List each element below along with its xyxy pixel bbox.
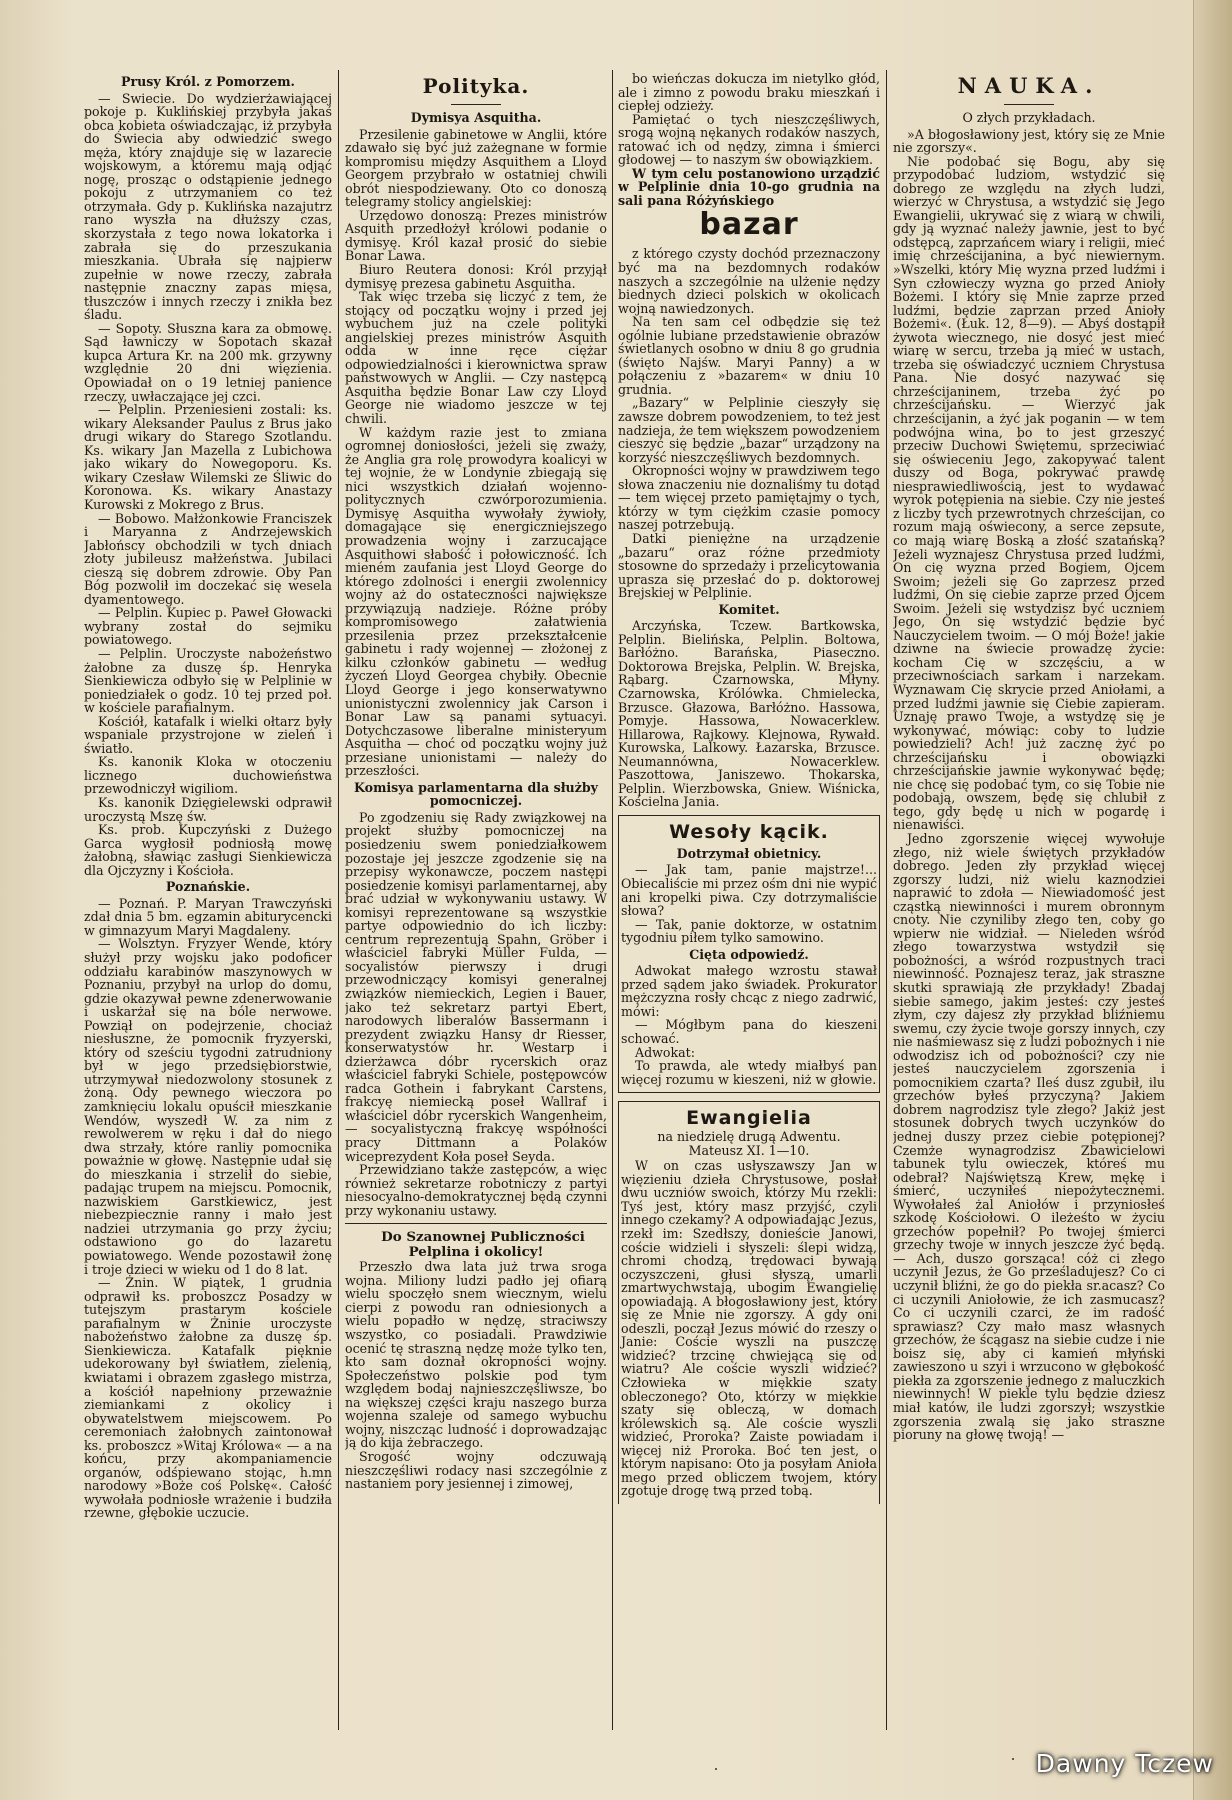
article-paragraph: W każdym razie jest to zmiana ogromnej doniosłości, jeżeli się zważy, że Anglia gra rolę prowodyra koalicyi w tej wojnie, że w Londynie zbiegają się nici wszystkich działań wojenno-politycznych czwórporozumienia. Dymisyę Asquitha wywołały żywioły, domagające się energiczniejszego prowadzenia wojny i zarzucające Asquithowi słabość i połowiczność. Ich mieném zaufania jest Lloyd George do którego zdolności i energii zwolennicy wojny aż do ostateczności największe przywiązują nadzieje. Różne próby kompromisowego załatwienia przesilenia przez przekształcenie gabinetu i rady wojennej — złożonej z kilku członków gabinetu — według życzeń Lloyd Georgea chybiły. Obecnie Lloyd George i jego konserwatywno unionistyczni zwolennicy jak Carson i Bonar Law są panami sytuacyi. Dotychczasowe liberalne ministeryum Asquitha — choć od początku wojny już przesiane unionistami — należy do przeszłości. [345, 424, 607, 779]
appeal-paragraph: Przeszło dwa lata już trwa sroga wojna. Miliony ludzi padło jej ofiarą wielu spoczęło snem wiecznym, wielu cierpi z powodu ran odniesionych a wielu popadło w nędzę, straciwszy wszystko, co posiadali. Prawdziwie ocenić tę straszną nędzę może tylko ten, kto sam doznał okropności wojny. Społeczeństwo polskie pod tym względem bodaj najnieszczęśliwsze, bo na większej części kraju naszego burza wojenna szaleje od samego wybuchu wojny, niszcząc ludność i doprowadzając ją do kija żebraczego. [345, 1259, 607, 1451]
page-fold-shadow [1193, 0, 1232, 1800]
appeal-paragraph: Datki pieniężne na urządzenie „bazaru“ oraz różne przedmioty stosowne do sprzedaży i przelicytowania uprasza się przesłać do p. doktorowej Brejskiej w Pelplinie. [618, 530, 880, 601]
appeal-paragraph: z którego czysty dochód przeznaczony być ma na bezdomnych rodaków naszych a szczególnie na ulżenie nędzy biednych dzieci polskich w okolicach wojną nawiedzonych. [618, 246, 880, 316]
column-regional-news [84, 72, 332, 1732]
appeal-heading: Do Szanownej Publiczności Pelplina i okolicy! [381, 1229, 585, 1261]
news-paragraph: — Pelplin. Kupiec p. Paweł Głowacki wybrany został do sejmiku powiatowego. [84, 605, 332, 648]
news-paragraph: Ks. kanonik Dzięgielewski odprawił uroczystą Mszę św. [84, 794, 332, 824]
section-heading-pomorze: Prusy Król. z Pomorzem. [121, 74, 295, 89]
joke-paragraph: Adwokat małego wzrostu stawał przed sądem jako świadek. Prokurator mężczyzna rosły chcąc z niego zadrwić, mówi: [621, 963, 877, 1019]
paper-speck [715, 1768, 717, 1770]
paper-speck [1012, 1758, 1014, 1760]
column-rule-2 [612, 70, 613, 1730]
column-rule-3 [886, 70, 887, 1730]
column-politics [345, 72, 607, 1732]
article-heading-asquith: Dymisya Asquitha. [410, 110, 542, 125]
appeal-paragraph: Na ten sam cel odbędzie się też ogólnie lubiane przedstawienie obrazów świetlanych osobno w dniu 8 go grudnia (święto Najśw. Maryi Panny) a w połączeniu z »bazarem« w dniu 10 grudnia. [618, 314, 880, 397]
article-paragraph: Tak więc trzeba się liczyć z tem, że stojący od początku wojny i przed jej wybuchem już na czele polityki angielskiej prezes ministrów Asquith odda w inne ręce ciężar odpowiedzialności i kierownictwa spraw państwowych w Anglii. — Czy następcą Asquitha będzie Bonar Law czy Lloyd George nie wiadomo jeszcze w tej chwili. [345, 289, 607, 427]
article-paragraph: Po zgodzeniu się Rady związkowej na projekt służby pomocniczej na posiedzeniu swem poniedziałkowem pozostaje jej jeszcze zgodzenie się na przepisy wykonawcze, poczem następi posiedzenie komisyi parlamentarnej, aby brać udział w wykonywaniu ustawy. W komisyi reprezentowane są wszystkie partye odpowiednio do ich liczby: centrum reprezentują Spahn, Gröber i właściciel fabryki Müller Fulda, — socyalistów pierwszy i drugi przewodniczący komisyi generalnej związków niemieckich, Legien i Bauer, jako też sekretarz partyi Ebert, narodowych liberalów Bassermann i prezydent związku Hansy dr Riesser, konserwatystów hr. Westarp i dzierżawca dóbr rycerskich oraz właściciel fabryki Schiele, postępowców radca Gothein i fabrykant Carstens, frakcyę niemiecką poseł Wallraf i właściciel dóbr rycerskich Wangenheim, — socyalistyczną frakcyę współności pracy Dittmann a Polaków wiceprezydent Koła poseł Seyda. [345, 809, 607, 1164]
joke-paragraph: — Mógłbym pana do kieszeni schować. [621, 1017, 877, 1046]
gospel-paragraph: W on czas usłyszawszy Jan w więzieniu dzieła Chrystusowe, posłał dwu uczniów swoich, którzy Mu rzekli: Tyś jest, który masz przyjść, czyli innego czekamy? A odpowiadając Jezus, rzekł im: Szedłszy, donieście Janowi, coście widzieli i słyszeli: ślepi widzą, chromi chodzą, trędowaci bywają oczyszczeni, głusi słyszą, umarli zmartwychwstają, ubogim Ewangielię opowiadają. A błogosławiony jest, który się ze Mnie nie zgorszy. A gdy oni odeszli, począł Jezus mówić do rzeszy o Janie: Coście wyszli na puszczę widzieć? trzcinę chwiejącą się od wiatru? Ale coście wyszli widzieć? Człowieka w miękkie szaty obleczonego? Oto, którzy w miękkie szaty się obleczą, w domach królewskich są. Ale coście wyszli widzieć, Proroka? Zaiste powiadam i więcej niż Proroka. Boć ten jest, o którym napisano: Oto ja posyłam Anioła mego przed obliczem twojem, który zgotuje drogę twą przed tobą. [621, 1158, 877, 1499]
column-bazar-humor-gospel [618, 72, 880, 1732]
section-title-polityka: Polityka. [422, 74, 530, 98]
news-paragraph: — Pelplin. Przeniesieni zostali: ks. wikary Aleksander Paulus z Brus jako drugi wikary do Starego Szotlandu. Ks. wikary Jan Mazella z Lubichowa jako wikary do Nowegoporu. Ks. wikary Czesław Wilemski ze Śliwic do Koronowa. Ks. wikary Anastazy Kurowski z Mokrego z Brus. [84, 402, 332, 512]
joke-paragraph: Adwokat: [635, 1044, 695, 1060]
news-paragraph: — Poznań. P. Maryan Trawczyński zdał dnia 5 bm. egzamin abiturycencki w gimnazyum Maryi Magdaleny. [84, 895, 332, 938]
divider [451, 104, 501, 105]
news-paragraph: Ks. kanonik Kloka w otoczeniu licznego duchowieństwa przewodniczył wigiliom. [84, 754, 332, 797]
appeal-paragraph: Srogość wojny odczuwają nieszczęśliwi rodacy nasi szczególnie z nastaniem pory jesiennej i zimowej, [345, 1448, 607, 1492]
sermon-paragraph: Jedno zgorszenie więcej wywołuje złego, niż wiele świętych przykładów dobrego. Jeden zły przykład więcej zgorszy ludzi, niż wielu kaznodziei naprawić to zdoła — Niewiadomość jest cząstką niewinności i murem obronnym cnoty. Nie czyniliby złego ten, coby go wpierw nie widział. — Nieleden wśród złego towarzystwa wstydził się pobożności, a wśród rozpustnych traci niewinność. Poznajesz teraz, jak straszne skutki sprawiają złe przykłady! Zbadaj siebie samego, jakim jesteś: czy jesteś złym, czy dajesz zły przykład bliźniemu swemu, czy życie twoje gorszy innych, czy nie naśmiewasz się z ludzi pobożnych i nie odwodzisz ich od pobożności? czy nie jesteś nauczycielem zgorszenia i pomocnikiem czarta? Ileś dusz zgubił, ilu grzechów byłeś przyczyną? Jakiem dobrem nagrodzisz tyle złego? Jakiż jest stosunek dobrych twych uczynków do jednej duszy przez ciebie potępionej? Czemże wynagrodzisz Zbawicielowi tabunek tylu owieczek, któreś mu odebrał? Najświętszą Krew, mękę i śmierć, uczyniłeś niepożytecznemi. Wywołałeś żal Aniołów i przyniosłeś szkodę Kościołowi. O ileżeśto w życiu grzechów popełnił? Po twojej śmierci grzechy twoje w innych jeszcze żyć będą. — Ach, duszo gorsząca! cóż ci złego uczynił Jezus, że Go prześladujesz? Co ci uczynił bliźni, że go do piekła sr.acasz? Co ci uczynili Aniołowie, że ich zasmucasz? Co ci uczynili czarci, że im radość sprawiasz? Czy mało masz własnych grzechów, że ścągasz na siebie cudze i nie boisz się, aby ci kamień młyński zawieszono u szyi i wrzucono w głębokość piekła za zgorszenie jednego z maluczkich niewinnych! W piekle tylu będzie dziesz miał katów, ile ludzi zgorszył; wszystkie zgorszenia zwalą się jako straszne pioruny na głowę twoją! — [893, 830, 1165, 1443]
column-nauka [893, 72, 1165, 1732]
gospel-subtitle: na niedzielę drugą Adwentu. [657, 1129, 841, 1145]
sermon-paragraph: Nie podobać się Bogu, aby się przypodobać ludziom, wstydzić się dobrego ze względu na złych ludzi, wierzyć w Chrystusa, a wstydzić się Jego Ewangielii, ukrywać się z wiarą w chwili, gdy ją wyznać należy jawnie, jest to być odstępcą, zaprzańcem wiary i religii, mieć imię chrześcijanina, a być niewiernym. »Wszelki, który Mię wyzna przed ludźmi i Syn człowieczy wyzna go przed Anioły Bożemi. I który się Mnie zaprze przed ludźmi, będzie zaprzan przed Anioły Bożemi«. (Łuk. 12, 8—9). — Abyś dostąpił żywota wiecznego, nie dosyć jest mieć wiarę w sercu, trzeba ją mieć w ustach, trzeba się oświadczyć uczniem Chrystusa Pana. Nie dosyć nazywać się chrześcijaninem, trzeba żyć po chrześcijańsku. — Wierzyć jak chrześcijanin, a żyć jak poganin — w tem podwójna wina, bo to jest grzeszyć przeciw Duchowi Świętemu, sprzeciwiać się oświeceniu Jego, zakopywać talent duszy od Boga, pokrywać prawdę niesprawiedliwością, jest to wydawać wyrok potępienia na siebie. Czy nie jesteś z liczby tych przewrotnych chrześcijan, co rozum mają oświecony, a serce zepsute, co mają wiarę Boską a złość szatańską? Jeżeli wyznajesz Chrystusa przed ludźmi, On cię wyzna przed Bogiem, Ojcem Swoim; jeżeli się Go zaprzesz przed ludźmi, On się ciebie zaprze przed Ojcem Swoim. Jeżeli się wstydzisz być uczniem Jego, On się wstydzić będzie być Nauczycielem twoim. — O mój Boże! jakie dziwne na świecie prowadzę życie: kocham Cię w szczęściu, a w przeciwnościach sarkam i narzekam. Wyznawam Cię skrycie przed Aniołami, a przed ludźmi jawnie się Ciebie zapieram. Uznaję prawo Twoje, a wstydzę się je wykonywać, mówiąc: coby to ludzie powiedzieli? Ach! już zacznę żyć po chrześcijańsku i obowiązki chrześcijańskie jawnie wykonywać będę; nie chcę się podobać tym, co się Tobie nie podobają, owszem, będę się chlubił z tego, gdy będę u nich w pogardę i nienawiści. [893, 153, 1165, 833]
committee-heading: Komitet. [718, 601, 780, 617]
gospel-reference: Mateusz XI. 1—10. [688, 1142, 810, 1158]
news-paragraph: — Swiecie. Do wydzierżawiającej pokoje p. Kuklińskiej przybyła jakaś obca kobieta oświadczając, iż przybyła do Świecia aby odwiedzić swego męża, który znajduje się w lazarecie wojskowym, a któremu mają odjąć nogę, prosząc o odstąpienie jednego pokoju z utrzymaniem co też otrzymała. Gdy p. Kuklińska nazajutrz rano wyszła na dłuższy czas, skorzystała z tego nowa lokatorka i zabrała się do przeszukania mieszkania. Ubrała się najpierw zupełnie w nowe rzeczy, zabrała następnie znaczny zapas mięsa, tłuszczów i innych rzeczy i znikła bez śladu. [84, 90, 332, 323]
news-paragraph: — Wolsztyn. Fryzyer Wende, który służył przy wojsku jako podoficer oddziału karabinów maszynowych w Poznaniu, przybył na urlop do domu, gdzie okazywał pewne zdenerwowanie i uskarżał się na bóle nerwowe. Powziął on podejrzenie, chociaż niesłuszne, że pomocnik fryzyerski, który od sześciu tygodni zatrudniony był w jego przedsiębiorstwie, utrzymywał niedozwolony stosunek z żoną. Ody pewnego wieczora po zamknięciu lokalu opuścił mieszkanie Wendów, wyszedł W. za nim z rewolwerem w ręku i dał do niego dwa strzały, które ranliy pomocnika poważnie w głowę. Następnie udał się do mieszkania i strzelił do siebie, padając trupem na miejscu. Pomocnik, nazwiskiem Garstkiewicz, jest niebezpiecznie ranny i mało jest nadziei utrzymania go przy życiu; odstawiono go do lazaretu powiatowego. Wende pozostawił żonę i troje dzieci w wieku od 1 do 8 lat. [84, 936, 332, 1277]
appeal-paragraph: Okropności wojny w prawdziwem tego słowa znaczeniu nie doznaliśmy tu dotąd — tem więcej przeto pamiętajmy o tych, którzy w tym ciężkim czasie pomocy naszej potrzebują. [618, 463, 880, 533]
gospel-title: Ewangielia [686, 1107, 812, 1130]
article-heading-komisya: Komisya parlamentarna dla służby pomocniczej. [354, 779, 598, 809]
news-paragraph: Ks. prob. Kupczyński z Dużego Garca wygłosił podniosłą mowę żałobną, sławiąc zasługi Sienkiewicza dla Ojczyzny i Kościoła. [84, 822, 332, 878]
section-title-nauka: NAUKA. [957, 73, 1101, 98]
sermon-heading: O złych przykładach. [962, 110, 1096, 125]
appeal-paragraph: W tym celu postanowiono urządzić w Pelplinie dnia 10-go grudnia na sali pana Różyńskiego [618, 165, 880, 208]
article-paragraph: Urzędowo donoszą: Prezes ministrów Asquith przedłożył królowi podanie o dymisyę. Król kazał prosić do siebie Bonar Lawa. [345, 207, 607, 264]
news-paragraph: Kościół, katafalk i wielki ołtarz były wspaniale przystrojone w zieleń i światło. [84, 713, 332, 756]
news-paragraph: — Żnin. W piątek, 1 grudnia odprawił ks. proboszcz Posadzy w tutejszym prastarym kościele parafialnym w Żninie uroczyste nabożeństwo żałobne za duszę śp. Sienkiewicza. Katafalk pięknie udekorowany był światłem, zielenią, kwiatami i obrazem zgasłego mistrza, a kościół napełniony przeważnie ziemiankami z okolicy i obywatelstwem miejscowem. Po ceremoniach żałobnych zaintonował ks. proboszcz »Witaj Królowa« — a na końcu, przy akompaniamencie organów, odśpiewano stojąc, h.mn narodowy »Boże coś Polskę«. Całość wywołała podniosłe wrażenie i budziła rzewne, głębokie uczucie. [84, 1275, 332, 1521]
section-heading-poznanskie: Poznańskie. [165, 879, 251, 895]
appeal-paragraph: bo wieńczas dokucza im nietylko głód, ale i zimno z powodu braku mieszkań i ciepłej odzieży. [618, 72, 880, 114]
humor-title: Wesoły kącik. [669, 820, 829, 843]
news-paragraph: — Bobowo. Małżonkowie Franciszek i Maryanna z Andrzejewskich Jabłońscy obchodzili w tych dniach złoty jubileusz małżeństwa. Jubilaci cieszą się dobrem zdrowie. Oby Pan Bóg pozwolił im doczekać się wesela dyamentowego. [84, 510, 332, 607]
appeal-paragraph: Pamiętać o tych nieszczęśliwych, srogą wojną nękanych rodaków naszych, ratować ich od nędzy, zimna i śmierci głodowej — to naszym św obowiązkiem. [618, 111, 880, 168]
humor-box [618, 815, 880, 1093]
joke-paragraph: — Jak tam, panie majstrze!... Obiecaliście mi przez ośm dni nie wypić ani kropelki piwa. Czy dotrzymaliście słowa? [621, 862, 877, 919]
column-rule-1 [338, 70, 339, 1730]
gospel-box [618, 1101, 880, 1504]
article-paragraph: Przewidziano także zastępców, a więc również sekretarze robotniczy z partyi niesocyalno-demokratycznej będą czynni przy wykonaniu ustawy. [345, 1162, 607, 1218]
article-paragraph: Przesilenie gabinetowe w Anglii, które zdawało się być już zażegnane w formie kompromisu między Asquithem a Lloyd Georgem przybrało w ostatniej chwili obrót niespodziewany. Oto co donoszą telegramy stolicy angielskiej: [345, 126, 607, 210]
divider [345, 1223, 607, 1224]
joke-heading: Dotrzymał obietnicy. [676, 845, 822, 861]
divider [1004, 104, 1054, 105]
news-paragraph: — Pelplin. Uroczyste nabożeństwo żałobne za duszę śp. Henryka Sienkiewicza odbyło się w Pelplinie w poniedziałek o godz. 10 tej przed poł. w kościele parafialnym. [84, 645, 332, 716]
joke-heading: Cięta odpowiedź. [689, 946, 809, 962]
joke-paragraph: — Tak, panie doktorze, w ostatnim tygodniu piłem tylko samowino. [621, 916, 877, 946]
committee-names: Arczyńska, Tczew. Bartkowska, Pelplin. Bielińska, Pelplin. Boltowa, Barłóżno. Barańska, Piaseczno. Doktorowa Brejska, Pelplin. W. Brejska, Rąbarg. Czarnowska, Młyny. Czarnowska, Królówka. Chmielecka, Brzusce. Głazowa, Barłóżno. Hassowa, Pomyje. Hassowa, Nowacerklew. Hillarowa, Rajkowy. Klejnowa, Rywałd. Kurowska, Lalkowy. Łazarska, Brzusce. Neumannówna, Nowacerklew. Paszottowa, Janiszewo. Thokarska, Pelplin. Wierzbowska, Gniew. Wiśnicka, Kościelna Jania. [618, 618, 880, 810]
news-paragraph: — Sopoty. Słuszna kara za obmowę. Sąd ławniczy w Sopotach skazał kupca Artura Kr. na 200 mk. grzywny względnie 20 dni więzienia. Opowiadał on o 19 letniej panience rzeczy, uwłaczające jej czci. [84, 320, 332, 404]
watermark-text: Dawny Tczew [1035, 1749, 1214, 1778]
article-paragraph: Biuro Reutera donosi: Król przyjął dymisyę prezesa gabinetu Asquitha. [345, 262, 607, 291]
appeal-paragraph: „Bazary“ w Pelplinie cieszyły się zawsze dobrem powodzeniem, to też jest nadzieja, że tem większem powodzeniem cieszyć się będzie „bazar“ urządzony na korzyść nieszczęśliwych bezdomnych. [618, 395, 880, 465]
sermon-paragraph: »A błogosławiony jest, który się ze Mnie nie zgorszy«. [893, 126, 1165, 156]
bazar-heading: bazar [699, 207, 799, 243]
joke-paragraph: To prawda, ale wtedy miałbyś pan więcej rozumu w kieszeni, niż w głowie. [621, 1058, 877, 1087]
